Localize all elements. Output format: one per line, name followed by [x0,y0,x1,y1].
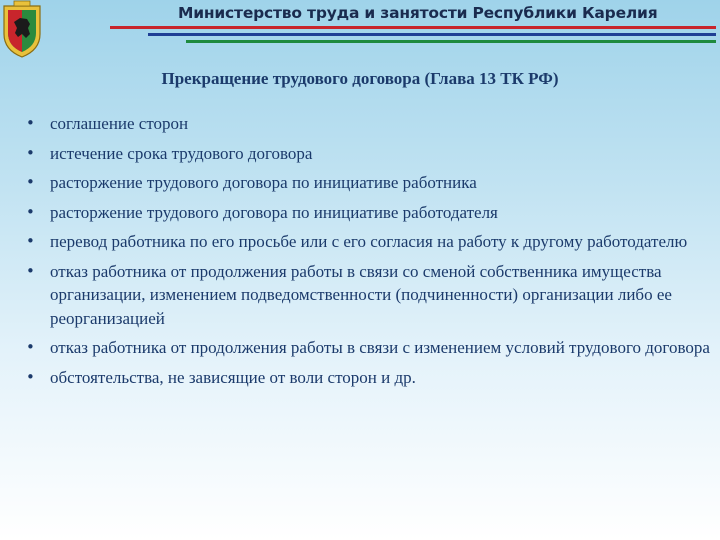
bullet-icon: • [26,338,35,356]
list-item-text: расторжение трудового договора по инициативе работника [50,173,477,192]
bullet-icon: • [26,261,35,280]
list-item-text: соглашение сторон [50,114,189,133]
list-item-text: истечение срока трудового договора [50,143,313,163]
bullet-list [22,112,712,395]
slide-title: Прекращение трудового договора (Глава 13 ТК РФ) [161,69,559,88]
list-item [22,260,712,331]
bullet-icon: • [26,173,35,191]
header-stripe-green [186,40,716,43]
header-stripe-blue [148,33,716,36]
list-item-text: обстоятельства, не зависящие от воли сторон и др. [50,367,416,387]
bullet-icon: • [26,367,35,386]
list-item [22,201,712,225]
bullet-icon: • [26,114,35,132]
list-item [22,230,712,254]
karelia-coat-of-arms-icon [0,0,44,60]
list-item-text: отказ работника от продолжения работы в связи со сменой собственника имущества организации, изменением подведомственности (подчиненности) организации либо ее реорганизацией [50,261,672,328]
list-item [22,112,712,136]
list-item-text: перевод работника по его просьбе или с его согласия на работу к другому работодателю [50,232,688,251]
bullet-icon: • [26,232,35,250]
list-item-text: отказ работника от продолжения работы в связи с изменением условий трудового договора [50,338,710,357]
header-stripe-red [110,26,716,29]
list-item [22,142,712,166]
list-item [22,366,712,390]
list-item [22,171,712,195]
bullet-icon: • [26,202,35,221]
organization-title: Министерство труда и занятости Республики Карелия [178,4,658,22]
list-item-text: расторжение трудового договора по инициативе работодателя [50,202,498,222]
list-item [22,336,712,360]
bullet-icon: • [26,143,35,162]
